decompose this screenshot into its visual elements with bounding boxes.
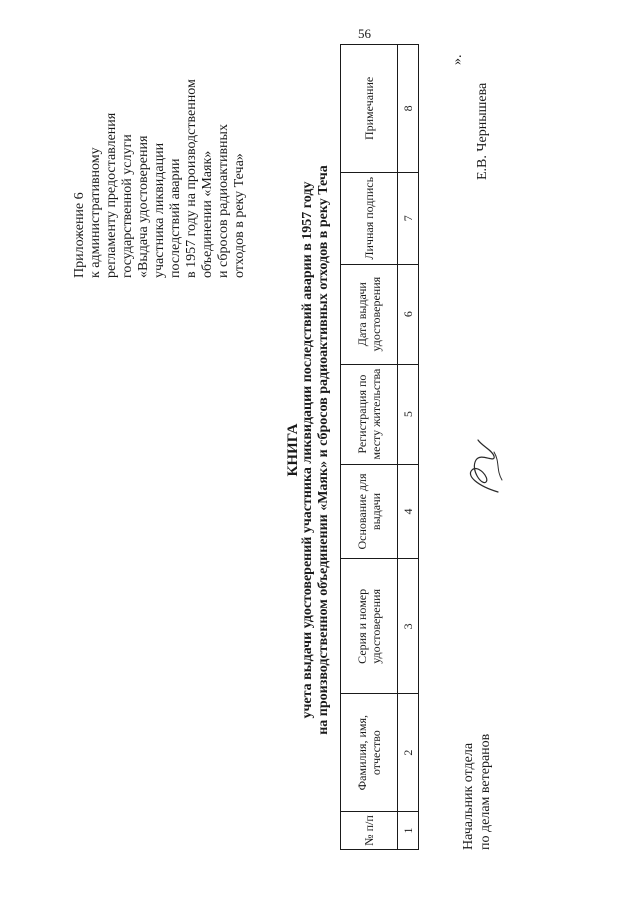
column-number-cell: 1 xyxy=(398,812,419,850)
appendix-line: регламенту предоставления xyxy=(104,112,119,278)
column-number-cell: 5 xyxy=(398,364,419,464)
page-number: 56 xyxy=(358,26,371,41)
position-line-2: по делам ветеранов xyxy=(478,733,493,850)
document-subtitle xyxy=(300,30,332,870)
signer-name: Е.В. Чернышева xyxy=(475,82,490,180)
header-cell-signature: Личная подпись xyxy=(341,172,398,264)
column-number-cell: 2 xyxy=(398,694,419,812)
column-number-cell: 8 xyxy=(398,45,419,173)
appendix-line: участника ликвидации xyxy=(152,142,167,278)
header-cell-certificate: Серия и номер удостоверения xyxy=(341,559,398,694)
handwritten-signature xyxy=(458,430,513,500)
appendix-line: отходов в реку Теча» xyxy=(232,153,247,278)
document-title: КНИГА xyxy=(285,423,301,477)
header-cell-basis: Основание для выдачи xyxy=(341,464,398,559)
column-number-cell: 3 xyxy=(398,559,419,694)
header-cell-number: № п/п xyxy=(341,812,398,850)
table-header-row xyxy=(341,45,398,850)
header-cell-registration: Регистрация по месту жительства xyxy=(341,364,398,464)
column-number-cell: 7 xyxy=(398,172,419,264)
closing-quote-mark: ». xyxy=(450,54,465,65)
appendix-line: и сбросов радиоактивных xyxy=(216,124,231,278)
appendix-line: государственной услуги xyxy=(120,134,135,278)
appendix-block xyxy=(72,43,248,278)
appendix-line: к административному xyxy=(88,147,103,278)
header-cell-full-name: Фамилия, имя, отчество xyxy=(341,694,398,812)
header-cell-issue-date: Дата выдачи удостоверения xyxy=(341,264,398,364)
appendix-line: Приложение 6 xyxy=(72,192,87,278)
subtitle-line-1: учета выдачи удостоверений участника ликвидации последствий аварии в 1957 году xyxy=(300,181,315,719)
table-row xyxy=(398,45,419,850)
register-table xyxy=(340,44,419,850)
subtitle-line-2: на производственном объединении «Маяк» и сбросов радиоактивных отходов в реку Теча xyxy=(316,165,331,735)
appendix-line: «Выдача удостоверения xyxy=(136,135,151,278)
appendix-line: объединении «Маяк» xyxy=(200,150,215,278)
appendix-line: в 1957 году на производственном xyxy=(184,79,199,278)
header-cell-note: Примечание xyxy=(341,45,398,173)
position-line-1: Начальник отдела xyxy=(461,742,476,850)
rotated-page-content xyxy=(30,30,600,870)
column-number-cell: 6 xyxy=(398,264,419,364)
column-number-cell: 4 xyxy=(398,464,419,559)
signatory-position xyxy=(460,734,494,850)
appendix-line: последствий аварии xyxy=(168,158,183,278)
